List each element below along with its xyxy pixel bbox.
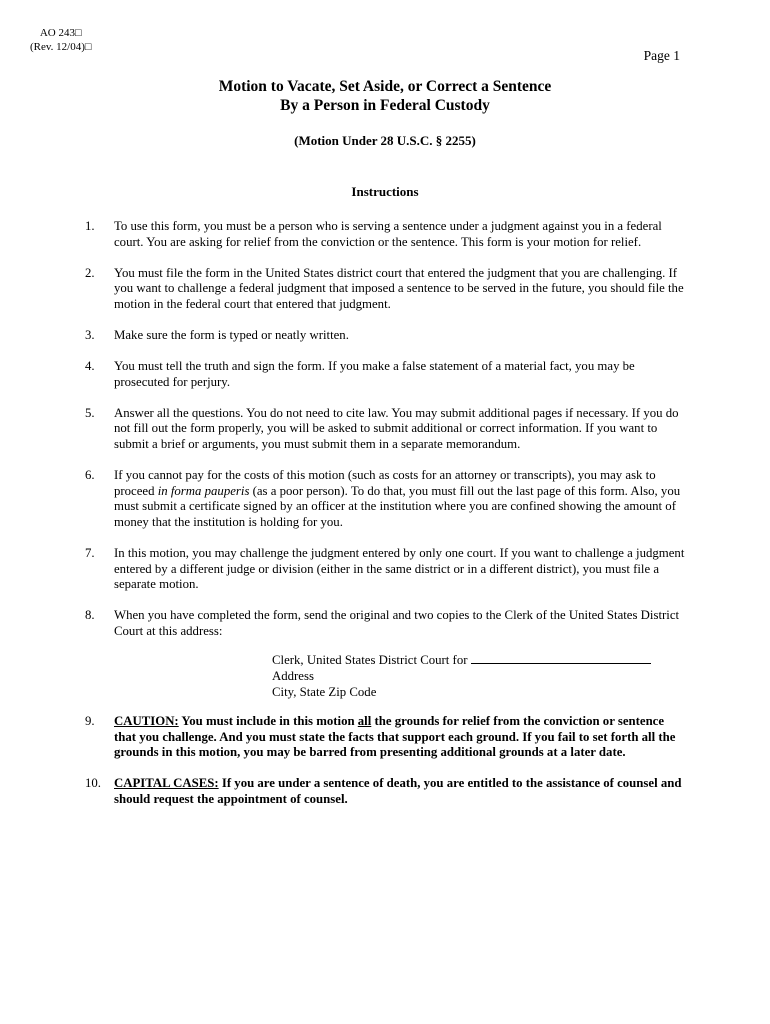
capital-cases-text bbox=[114, 776, 685, 807]
instructions-heading: Instructions bbox=[351, 184, 419, 199]
instruction-number: 4. bbox=[85, 359, 95, 374]
caution-item bbox=[85, 714, 685, 761]
instruction-number: 10. bbox=[85, 776, 101, 791]
instruction-text: Make sure the form is typed or neatly written. bbox=[114, 327, 349, 342]
form-identifier bbox=[30, 26, 92, 54]
capital-cases-text-part: If you are under a sentence of death, you are entitled to the assistance of counsel and should request the appointment of counsel. bbox=[114, 776, 682, 807]
capital-cases-label: CAPITAL CASES: bbox=[114, 776, 219, 791]
instruction-item bbox=[85, 406, 685, 453]
document-subtitle: (Motion Under 28 U.S.C. § 2255) bbox=[294, 133, 476, 148]
instruction-item bbox=[85, 219, 685, 250]
instruction-text bbox=[114, 608, 685, 702]
instruction-text: To use this form, you must be a person who is serving a sentence under a judgment against you in a federal court. You are asking for relief from the conviction or the sentence. This form is your motion for relief. bbox=[114, 219, 662, 249]
instructions-list bbox=[85, 219, 685, 823]
instruction-text-part: If you cannot pay for the costs of this motion (such as costs for an attorney or transcripts), you may ask to proceed bbox=[114, 468, 656, 498]
instruction-number: 7. bbox=[85, 545, 95, 560]
instruction-item bbox=[85, 328, 685, 344]
instruction-number: 2. bbox=[85, 265, 95, 280]
address-line-city: City, State Zip Code bbox=[272, 684, 377, 699]
caution-label: CAUTION: bbox=[114, 714, 179, 729]
instruction-text: In this motion, you may challenge the judgment entered by only one court. If you want to challenge a judgment entered by a different judge or division (either in the same district or in a different district), you must file a separate motion. bbox=[114, 545, 685, 592]
instruction-text-part: (as a poor person). To do that, you must fill out the last page of this form. Also, you must submit a certificate signed by an officer at the institution where you are confined showing the amount of money that the institution is holding for you. bbox=[114, 483, 681, 529]
instruction-number: 8. bbox=[85, 608, 95, 623]
instruction-number: 9. bbox=[85, 714, 95, 729]
instruction-number: 1. bbox=[85, 219, 95, 233]
instruction-item bbox=[85, 546, 685, 593]
title-line-2: By a Person in Federal Custody bbox=[280, 97, 490, 114]
address-line-clerk bbox=[272, 651, 685, 669]
form-number: AO 243□ bbox=[39, 27, 82, 39]
instruction-text-part: When you have completed the form, send the original and two copies to the Clerk of the United States District Court at this address: bbox=[114, 608, 680, 638]
instruction-number: 3. bbox=[85, 327, 95, 342]
instruction-item bbox=[85, 266, 685, 313]
district-fill-line[interactable] bbox=[471, 651, 651, 664]
caution-text-part: You must include in this motion bbox=[178, 714, 358, 729]
caution-text bbox=[114, 714, 685, 761]
instruction-item bbox=[85, 359, 685, 390]
capital-cases-item bbox=[85, 776, 685, 807]
instruction-item bbox=[85, 468, 685, 530]
address-line-clerk-label: Clerk, United States District Court for bbox=[272, 653, 468, 668]
caution-text-part: the grounds for relief from the conviction or sentence that you challenge. And you must state the facts that support each ground. If you fail to set forth all the grounds in this motion, you may be barred from presenting additional grounds at a later date. bbox=[114, 714, 676, 760]
caution-emphasis: all bbox=[357, 714, 372, 729]
instruction-text: You must tell the truth and sign the form. If you make a false statement of a material fact, you may be prosecuted for perjury. bbox=[114, 359, 635, 389]
page-number: Page 1 bbox=[643, 48, 680, 63]
instruction-number: 5. bbox=[85, 405, 95, 420]
document-title bbox=[0, 77, 770, 115]
instruction-number: 6. bbox=[85, 468, 95, 483]
instruction-text: Answer all the questions. You do not need to cite law. You may submit additional pages if necessary. If you do not fill out the form properly, you will be asked to submit additional or correct information. If you want to submit a brief or arguments, you must submit them in a separate memorandum. bbox=[114, 405, 679, 451]
clerk-address-block bbox=[272, 651, 685, 700]
address-line-address: Address bbox=[272, 668, 314, 683]
instruction-text: You must file the form in the United States district court that entered the judgment that you are challenging. If you want to challenge a federal judgment that imposed a sentence to be served in the future, you should file the motion in the federal court that entered that judgment. bbox=[114, 265, 684, 311]
form-revision: (Rev. 12/04)□ bbox=[30, 41, 92, 53]
title-line-1: Motion to Vacate, Set Aside, or Correct a Sentence bbox=[218, 78, 552, 95]
in-forma-pauperis-term: in forma pauperis bbox=[157, 483, 250, 498]
instruction-item bbox=[85, 608, 685, 702]
instruction-text bbox=[114, 468, 685, 530]
